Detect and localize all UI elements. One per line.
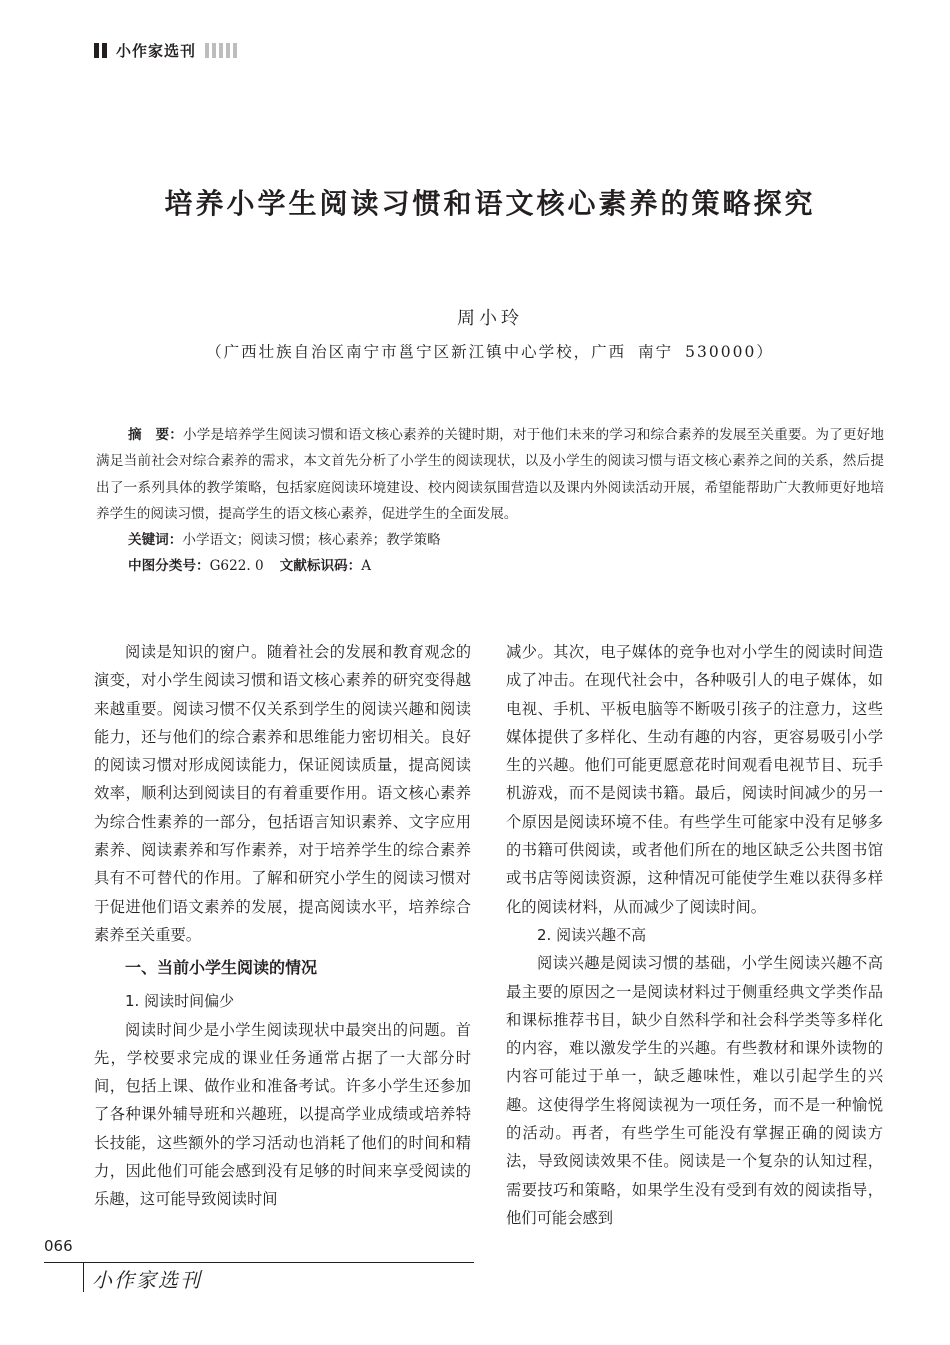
running-header xyxy=(94,40,240,60)
left-column xyxy=(94,638,471,1214)
affiliation-city: 南宁 xyxy=(638,343,674,361)
subsection-heading: 1. 阅读时间偏少 xyxy=(125,992,235,1011)
affiliation xyxy=(0,340,950,362)
intro-paragraph: 阅读是知识的窗户。随着社会的发展和教育观念的演变，对小学生阅读习惯和语文核心素养的研究变得越来越重要。阅读习惯不仅关系到学生的阅读兴趣和阅读能力，还与他们的综合素养和思维能力密切相关。良好的阅读习惯对形成阅读能力，保证阅读质量，提高阅读效率，顺利达到阅读目的有着重要作用。语文核心素养为综合性素养的一部分，包括语言知识素养、文字应用素养、阅读素养和写作素养，对于培养学生的综合素养具有不可替代的作用。了解和研究小学生的阅读习惯对于促进他们语文素养的发展，提高阅读水平，培养综合素养至关重要。 xyxy=(94,643,471,944)
body-paragraph-continued: 减少。其次，电子媒体的竞争也对小学生的阅读时间造成了冲击。在现代社会中，各种吸引人的电子媒体，如电视、手机、平板电脑等不断吸引孩子的注意力，这些媒体提供了多样化、生动有趣的内容，更容易吸引小学生的兴趣。他们可能更愿意花时间观看电视节目、玩手机游戏，而不是阅读书籍。最后，阅读时间减少的另一个原因是阅读环境不佳。有些学生可能家中没有足够多的书籍可供阅读，或者他们所在的地区缺乏公共图书馆或书店等阅读资源，这种情况可能使学生难以获得多样化的阅读材料，从而减少了阅读时间。 xyxy=(506,643,883,916)
header-bar-icon xyxy=(219,43,223,58)
footer-logo: 小作家选刊 xyxy=(92,1268,202,1292)
affiliation-place: （广西壮族自治区南宁市邕宁区新江镇中心学校，广西 xyxy=(206,343,627,361)
keywords-text: 小学语文；阅读习惯；核心素养；教学策略 xyxy=(182,532,441,549)
journal-name: 小作家选刊 xyxy=(116,41,197,60)
header-bar-icon xyxy=(205,43,209,58)
subsection-heading: 2. 阅读兴趣不高 xyxy=(537,925,647,944)
classification-line xyxy=(128,553,884,579)
header-bar-icon xyxy=(212,43,216,58)
abstract-text: 小学是培养学生阅读习惯和语文核心素养的关键时期，对于他们未来的学习和综合素养的发展至关重要。为了更好地满足当前社会对综合素养的需求，本文首先分析了小学生的阅读现状，以及小学生的阅读习惯与语文核心素养之间的关系，然后提出了一系列具体的教学策略，包括家庭阅读环境建设、校内阅读氛围营造以及课内外阅读活动开展，希望能帮助广大教师更好地培养学生的阅读习惯，提高学生的语文核心素养，促进学生的全面发展。 xyxy=(96,427,885,522)
doc-code-label: 文献标识码： xyxy=(279,558,362,575)
abstract-block xyxy=(96,422,884,580)
clc-value: G622. 0 xyxy=(209,558,264,575)
abstract-paragraph xyxy=(96,422,884,527)
header-bar-icon xyxy=(226,43,230,58)
body-paragraph: 阅读兴趣是阅读习惯的基础，小学生阅读兴趣不高最主要的原因之一是阅读材料过于侧重经典文学类作品和课标推荐书目，缺少自然科学和社会科学类等多样化的内容，难以激发学生的兴趣。有些教材和课外读物的内容可能过于单一，缺乏趣味性，难以引起学生的兴趣。这使得学生将阅读视为一项任务，而不是一种愉悦的活动。再者，有些学生可能没有掌握正确的阅读方法，导致阅读效果不佳。阅读是一个复杂的认知过程，需要技巧和策略，如果学生没有受到有效的阅读指导，他们可能会感到 xyxy=(506,954,883,1227)
header-bar-icon xyxy=(233,43,237,58)
article-title: 培养小学生阅读习惯和语文核心素养的策略探究 xyxy=(164,187,816,220)
right-column xyxy=(506,638,883,1232)
affiliation-zip: 530000） xyxy=(685,343,774,361)
body-paragraph: 阅读时间少是小学生阅读现状中最突出的问题。首先，学校要求完成的课业任务通常占据了一大部分时间，包括上课、做作业和准备考试。许多小学生还参加了各种课外辅导班和兴趣班，以提高学业成绩或培养特长技能，这些额外的学习活动也消耗了他们的时间和精力，因此他们可能会感到没有足够的时间来享受阅读的乐趣，这可能导致阅读时间 xyxy=(94,1020,471,1209)
author-name: 周小玲 xyxy=(457,308,523,329)
keywords-label: 关键词： xyxy=(128,532,183,549)
section-heading: 一、当前小学生阅读的情况 xyxy=(125,958,318,978)
doc-code-value: A xyxy=(361,558,372,575)
page-number: 066 xyxy=(44,1237,73,1255)
header-bar-icon xyxy=(102,43,107,58)
footer-divider-vertical xyxy=(83,1262,84,1292)
abstract-label: 摘 要： xyxy=(128,427,183,443)
header-bar-icon xyxy=(94,43,99,58)
keywords-line xyxy=(128,527,884,553)
clc-label: 中图分类号： xyxy=(128,558,210,575)
footer-divider xyxy=(44,1262,474,1263)
